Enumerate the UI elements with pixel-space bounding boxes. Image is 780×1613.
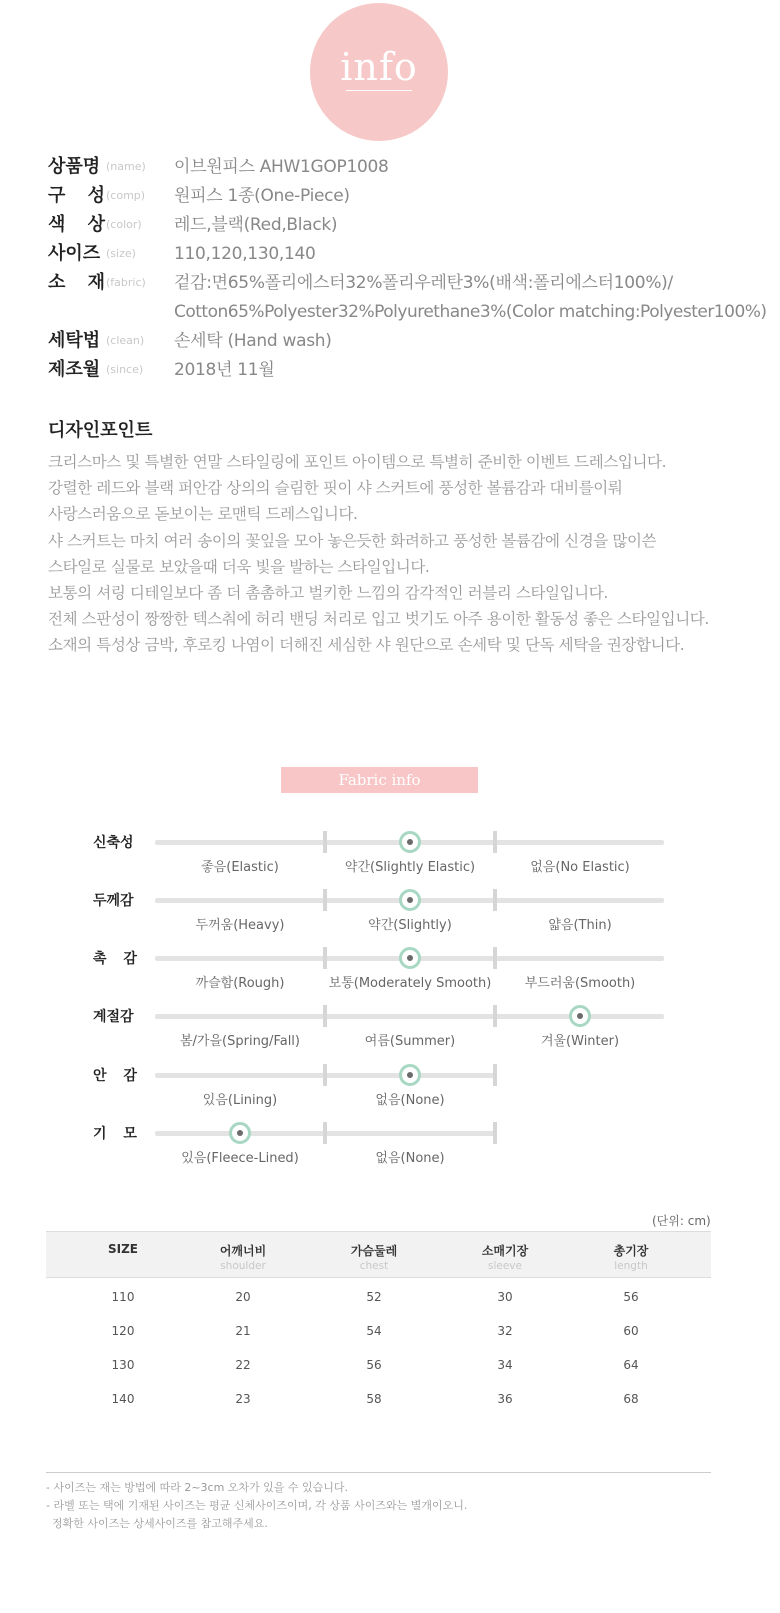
fabric-info-title: Fabric info: [281, 767, 478, 793]
fabric-tick: [323, 831, 327, 853]
fabric-option-label: 좋음(Elastic): [201, 860, 279, 875]
fabric-option-label: 부드러움(Smooth): [524, 976, 636, 991]
fabric-option-label: 봄/가을(Spring/Fall): [179, 1034, 300, 1049]
header-label: 가슴둘레: [350, 1244, 398, 1258]
info-sublabel: (color): [106, 218, 142, 231]
size-note: 정확한 사이즈는 상세사이즈를 참고해주세요.: [52, 1517, 268, 1530]
size-table-cell: 130: [111, 1358, 135, 1372]
size-table-header-cell: [178, 1242, 308, 1272]
header-sublabel: shoulder: [220, 1260, 266, 1272]
size-table-cell: 52: [366, 1290, 382, 1304]
info-badge: [310, 3, 448, 141]
size-table-header-cell: [58, 1242, 188, 1257]
header-label: 어깨너비: [219, 1244, 267, 1258]
fabric-row-label: 기 모: [93, 1126, 143, 1142]
fabric-row-label: 계절감: [93, 1009, 134, 1025]
fabric-row-label: 신축성: [93, 835, 134, 851]
size-table-cell: 110: [111, 1290, 135, 1304]
fabric-option-label: 있음(Fleece-Lined): [181, 1151, 299, 1166]
info-value: 레드,블랙(Red,Black): [174, 215, 338, 235]
info-value: 겉감:면65%폴리에스터32%폴리우레탄3%(배색:폴리에스터100%)/: [174, 273, 673, 293]
info-value: 110,120,130,140: [174, 244, 316, 264]
size-table-cell: 36: [497, 1392, 513, 1406]
info-badge-underline: [346, 90, 412, 91]
size-table-cell: 60: [623, 1324, 639, 1338]
size-unit: (단위: cm): [652, 1214, 711, 1228]
fabric-selected-indicator: [399, 1064, 421, 1086]
info-sublabel: (fabric): [106, 276, 146, 289]
fabric-selected-indicator: [569, 1005, 591, 1027]
info-value: 원피스 1종(One-Piece): [174, 186, 350, 206]
design-point-line: 보통의 셔링 디테일보다 좀 더 촘촘하고 벌키한 느낌의 감각적인 러블리 스타일입니다.: [48, 584, 608, 602]
info-label: 제조월: [48, 359, 101, 380]
header-sublabel: sleeve: [488, 1260, 522, 1272]
size-table-cell: 20: [235, 1290, 251, 1304]
size-note: - 라벨 또는 택에 기재된 사이즈는 평균 신체사이즈이며, 각 상품 사이즈와는 별개이오니.: [46, 1499, 468, 1512]
size-table-cell: 32: [497, 1324, 513, 1338]
info-label: 구 성: [48, 185, 114, 206]
fabric-option-label: 까슬함(Rough): [195, 976, 285, 991]
size-table-divider: [46, 1472, 711, 1473]
info-badge-text: info: [340, 45, 418, 89]
fabric-option-label: 없음(None): [375, 1151, 445, 1166]
fabric-tick: [493, 889, 497, 911]
fabric-option-label: 있음(Lining): [202, 1093, 278, 1108]
fabric-tick: [323, 1064, 327, 1086]
fabric-selected-indicator: [399, 947, 421, 969]
size-table-cell: 140: [111, 1392, 135, 1406]
size-table-cell: 68: [623, 1392, 639, 1406]
fabric-row-label: 촉 감: [93, 951, 143, 967]
fabric-option-label: 보통(Moderately Smooth): [328, 976, 492, 991]
info-value-line2: Cotton65%Polyester32%Polyurethane3%(Color matching:Polyester100%): [174, 302, 767, 322]
fabric-option-label: 약간(Slightly): [368, 918, 452, 933]
fabric-row-label: 두께감: [93, 893, 134, 909]
design-point-line: 소재의 특성상 금박, 후로킹 나염이 더해진 세심한 샤 원단으로 손세탁 및 단독 세탁을 권장합니다.: [48, 636, 685, 654]
fabric-tick: [323, 947, 327, 969]
fabric-tick: [323, 889, 327, 911]
fabric-tick: [493, 1122, 497, 1144]
info-label: 색 상: [48, 214, 114, 235]
fabric-option-label: 두꺼움(Heavy): [195, 918, 285, 933]
size-table-cell: 21: [235, 1324, 251, 1338]
fabric-tick: [493, 1005, 497, 1027]
fabric-tick: [493, 947, 497, 969]
info-value: 이브원피스 AHW1GOP1008: [174, 157, 389, 177]
design-point-line: 샤 스커트는 마치 여러 송이의 꽃잎을 모아 놓은듯한 화려하고 풍성한 볼륨감에 신경을 많이쓴: [48, 532, 657, 550]
size-table-cell: 22: [235, 1358, 251, 1372]
design-point-line: 크리스마스 및 특별한 연말 스타일링에 포인트 아이템으로 특별히 준비한 이벤트 드레스입니다.: [48, 453, 667, 471]
header-label: 총기장: [613, 1244, 649, 1258]
fabric-selected-indicator: [399, 889, 421, 911]
info-value: 2018년 11월: [174, 360, 275, 380]
design-point-line: 스타일로 실물로 보았을때 더욱 빛을 발하는 스타일입니다.: [48, 558, 430, 576]
size-table-cell: 34: [497, 1358, 513, 1372]
info-label: 상품명: [48, 156, 101, 177]
header-label: SIZE: [107, 1242, 138, 1256]
design-point-line: 강렬한 레드와 블랙 퍼안감 상의의 슬림한 핏이 샤 스커트에 풍성한 볼륨감과 대비를이뤄: [48, 479, 623, 497]
fabric-tick: [323, 1122, 327, 1144]
fabric-option-label: 얇음(Thin): [548, 918, 612, 933]
fabric-option-label: 겨울(Winter): [540, 1034, 620, 1049]
size-table-cell: 120: [111, 1324, 135, 1338]
design-point-line: 사랑스러움으로 돋보이는 로맨틱 드레스입니다.: [48, 505, 358, 523]
size-table-cell: 56: [623, 1290, 639, 1304]
header-label: 소매기장: [481, 1244, 529, 1258]
fabric-row-label: 안 감: [93, 1068, 143, 1084]
size-table-header-cell: [309, 1242, 439, 1272]
header-sublabel: chest: [359, 1260, 389, 1272]
info-sublabel: (since): [106, 363, 144, 376]
size-table-cell: 54: [366, 1324, 382, 1338]
size-table-cell: 58: [366, 1392, 382, 1406]
info-sublabel: (comp): [106, 189, 146, 202]
size-table-cell: 64: [623, 1358, 639, 1372]
fabric-selected-indicator: [399, 831, 421, 853]
size-table-cell: 30: [497, 1290, 513, 1304]
size-table-cell: 23: [235, 1392, 251, 1406]
info-value: 손세탁 (Hand wash): [174, 331, 332, 351]
fabric-option-label: 없음(No Elastic): [530, 860, 630, 875]
info-sublabel: (clean): [106, 334, 145, 347]
info-label: 소 재: [48, 272, 114, 293]
size-note: - 사이즈는 재는 방법에 따라 2~3cm 오차가 있을 수 있습니다.: [46, 1481, 349, 1494]
header-sublabel: length: [614, 1260, 648, 1272]
design-point-line: 전체 스판성이 짱짱한 텍스춰에 허리 밴딩 처리로 입고 벗기도 아주 용이한 활동성 좋은 스타일입니다.: [48, 610, 709, 628]
fabric-option-label: 약간(Slightly Elastic): [344, 860, 476, 875]
info-sublabel: (size): [106, 247, 136, 260]
fabric-tick: [323, 1005, 327, 1027]
size-table-cell: 56: [366, 1358, 382, 1372]
size-table-header-cell: [440, 1242, 570, 1272]
fabric-tick: [493, 831, 497, 853]
fabric-option-label: 여름(Summer): [364, 1034, 456, 1049]
info-label: 세탁법: [48, 330, 101, 351]
size-table-header-cell: [566, 1242, 696, 1272]
info-label: 사이즈: [48, 243, 101, 264]
fabric-option-label: 없음(None): [375, 1093, 445, 1108]
fabric-selected-indicator: [229, 1122, 251, 1144]
design-point-title: 디자인포인트: [48, 420, 153, 441]
fabric-tick: [493, 1064, 497, 1086]
info-sublabel: (name): [106, 160, 146, 173]
